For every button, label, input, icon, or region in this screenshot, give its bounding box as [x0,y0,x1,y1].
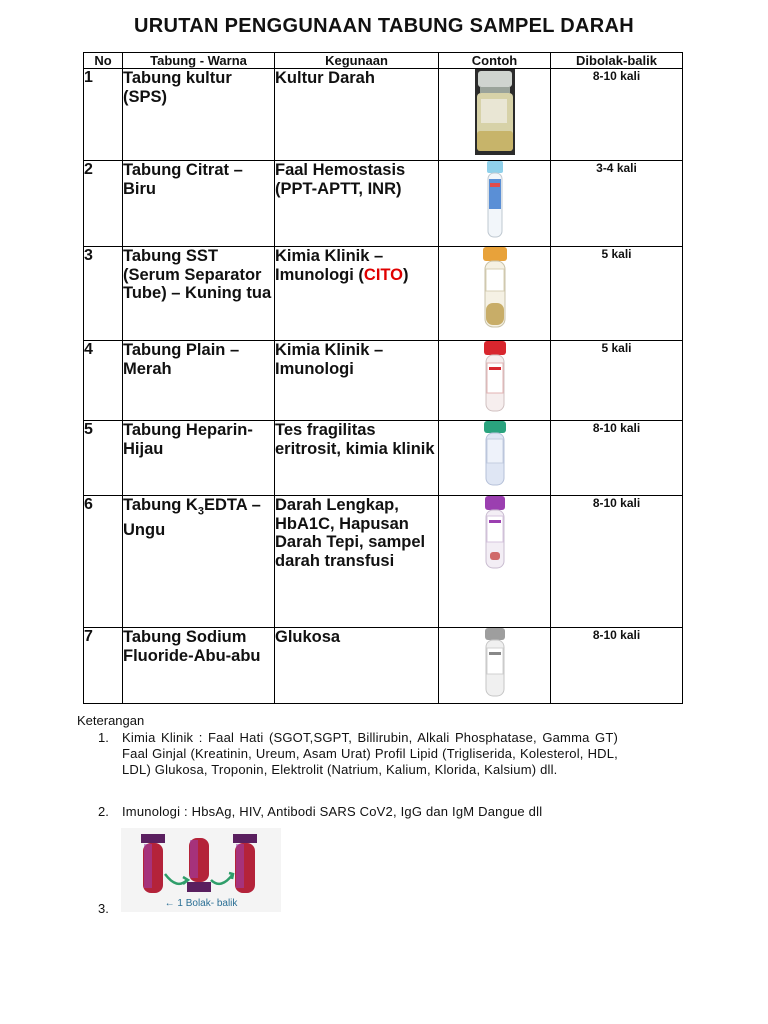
table-row [84,628,683,704]
header-example: Contoh [439,53,551,69]
cito-highlight: CITO [363,265,404,284]
row-number: 4 [84,341,123,421]
table-row [84,247,683,341]
tube-usage: Kultur Darah [275,69,439,161]
note-number: 2. [98,804,109,819]
inversion-count: 5 kali [551,247,683,341]
purple-edta-tube-image [439,496,551,628]
table-row [84,69,683,161]
table-row [84,161,683,247]
note-text: Imunologi : HbsAg, HIV, Antibodi SARS CoV2, IgG dan IgM Dangue dll [122,804,543,819]
inversion-count: 8-10 kali [551,628,683,704]
inversion-count: 8-10 kali [551,69,683,161]
row-number: 7 [84,628,123,704]
red-plain-tube-image [439,341,551,421]
notes-heading: Keterangan [77,713,145,728]
tube-name: Tabung SST (Serum Separator Tube) – Kuning tua [123,247,275,341]
tube-name: Tabung Sodium Fluoride-Abu-abu [123,628,275,704]
table-row [84,341,683,421]
document-title: URUTAN PENGGUNAAN TABUNG SAMPEL DARAH [134,15,634,37]
row-number: 5 [84,421,123,496]
note-item [98,804,658,820]
tube-usage: Tes fragilitas eritrosit, kimia klinik [275,421,439,496]
tube-usage: Glukosa [275,628,439,704]
header-tube-color: Tabung - Warna [123,53,275,69]
note-number: 1. [98,730,109,745]
tube-usage: Kimia Klinik – Imunologi [275,341,439,421]
header-usage: Kegunaan [275,53,439,69]
row-number: 3 [84,247,123,341]
gold-sst-tube-image [439,247,551,341]
tube-name: Tabung Heparin-Hijau [123,421,275,496]
inversion-count: 5 kali [551,341,683,421]
tube-usage: Darah Lengkap, HbA1C, Hapusan Darah Tepi, sampel darah transfusi [275,496,439,628]
blue-citrate-tube-image [439,161,551,247]
row-number: 2 [84,161,123,247]
inversion-count: 8-10 kali [551,496,683,628]
tube-name: Tabung Plain – Merah [123,341,275,421]
tube-usage: Faal Hemostasis (PPT-APTT, INR) [275,161,439,247]
row-number: 1 [84,69,123,161]
tube-name: Tabung $K_3EDTA$ – Ungu [123,496,275,628]
header-inversions: Dibolak-balik [551,53,683,69]
header-no: No [84,53,123,69]
tube-inversion-diagram [121,828,281,912]
note-item [98,730,618,794]
table-header-row [84,53,683,69]
culture-bottle-image [439,69,551,161]
inversion-count: 8-10 kali [551,421,683,496]
table-row [84,421,683,496]
inversion-count: 3-4 kali [551,161,683,247]
tube-name: Tabung Citrat – Biru [123,161,275,247]
row-number: 6 [84,496,123,628]
grey-fluoride-tube-image [439,628,551,704]
table-row [84,496,683,628]
tube-name: Tabung kultur (SPS) [123,69,275,161]
green-heparin-tube-image [439,421,551,496]
note-number: 3. [98,901,109,916]
tube-usage: Kimia Klinik – Imunologi (CITO) [275,247,439,341]
tube-order-table [83,52,683,704]
note-text: Kimia Klinik : Faal Hati (SGOT,SGPT, Billirubin, Alkali Phosphatase, Gamma GT) Faal Ginjal (Kreatinin, Ureum, Asam Urat) Profil Lipid (Trigliserida, Kolesterol, HDL, LDL) Glukosa, Troponin, Elektrolit (Natrium, Kalium, Klorida, Kalsium) dll. [122,730,618,777]
diagram-caption: ← 1 Bolak- balik [164,898,238,909]
